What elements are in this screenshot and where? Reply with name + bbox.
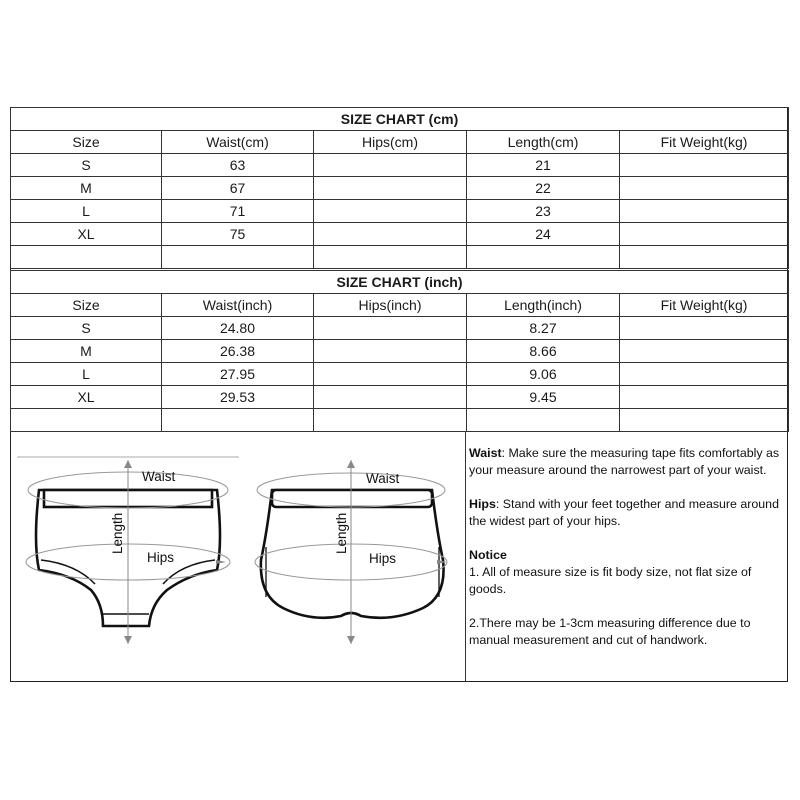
table-cell: L [11, 200, 162, 223]
table-cell [620, 200, 789, 223]
table-cell [620, 340, 789, 363]
table-row [11, 246, 789, 269]
table-row [11, 317, 789, 340]
table-cell [314, 317, 467, 340]
table-cell: 23 [467, 200, 620, 223]
column-header: Waist(cm) [162, 131, 314, 154]
brief-length-label: Length [110, 512, 125, 554]
table-header-row [11, 131, 789, 154]
table-cell [314, 200, 467, 223]
table-cell: XL [11, 386, 162, 409]
column-header: Size [11, 131, 162, 154]
table-cell: S [11, 317, 162, 340]
table-cell: 9.45 [467, 386, 620, 409]
table-cell: 21 [467, 154, 620, 177]
table-cell [314, 246, 467, 269]
table-cell [314, 177, 467, 200]
table-cell [620, 409, 789, 432]
table-cell [314, 154, 467, 177]
notice-title: Notice [469, 548, 507, 562]
brief-waist-label: Waist [142, 469, 176, 484]
table-cell: L [11, 363, 162, 386]
boyshort-diagram [255, 460, 447, 644]
table-row [11, 386, 789, 409]
table-cell [620, 246, 789, 269]
notice-item-1: 1. All of measure size is fit body size, not flat size of goods. [469, 565, 752, 596]
table-cell [314, 223, 467, 246]
table-cell [314, 409, 467, 432]
table-title-row [11, 108, 789, 131]
notice-item-2: 2.There may be 1-3cm measuring difference due to manual measurement and cut of handwork. [469, 616, 751, 647]
table-cell: 8.27 [467, 317, 620, 340]
waist-note [469, 445, 781, 479]
column-header: Hips(cm) [314, 131, 467, 154]
hips-note [469, 496, 781, 530]
table-row [11, 154, 789, 177]
brief-arrow-top [124, 460, 132, 468]
table-cell [11, 246, 162, 269]
table-cell: 67 [162, 177, 314, 200]
table-cell [467, 246, 620, 269]
table-cell [314, 363, 467, 386]
table-row [11, 200, 789, 223]
table-cell [620, 363, 789, 386]
table-cell [467, 409, 620, 432]
table-cell [162, 246, 314, 269]
table-cell: M [11, 177, 162, 200]
table-cell: 27.95 [162, 363, 314, 386]
hips-note-text: : Stand with your feet together and measure around the widest part of your hips. [469, 497, 779, 528]
table-cell [620, 154, 789, 177]
boyshort-hips-label: Hips [369, 551, 397, 566]
table-cell [620, 223, 789, 246]
table-row [11, 223, 789, 246]
column-header: Hips(inch) [314, 294, 467, 317]
table-cell: 8.66 [467, 340, 620, 363]
column-header: Waist(inch) [162, 294, 314, 317]
brief-arrow-bottom [124, 636, 132, 644]
waist-note-label: Waist [469, 446, 502, 460]
waist-note-text: : Make sure the measuring tape fits comfortably as your measure around the narrowest part of your waist. [469, 446, 780, 477]
table-cell: 22 [467, 177, 620, 200]
table-header-row [11, 294, 789, 317]
column-header: Length(inch) [467, 294, 620, 317]
table-cell: 24.80 [162, 317, 314, 340]
column-header: Fit Weight(kg) [620, 294, 789, 317]
measurement-diagram-panel [11, 432, 465, 681]
measurement-notes [469, 445, 781, 666]
table-cell: XL [11, 223, 162, 246]
table-row [11, 340, 789, 363]
table-cell: 24 [467, 223, 620, 246]
measurement-diagram [11, 432, 465, 681]
column-header: Length(cm) [467, 131, 620, 154]
size-chart-cm-table [10, 107, 789, 269]
table-cell: 26.38 [162, 340, 314, 363]
table-cell [620, 317, 789, 340]
table-title: SIZE CHART (inch) [11, 271, 789, 294]
boyshort-outline [261, 490, 444, 618]
column-header: Size [11, 294, 162, 317]
table-row [11, 177, 789, 200]
table-cell: 29.53 [162, 386, 314, 409]
table-title-row [11, 271, 789, 294]
hips-note-label: Hips [469, 497, 496, 511]
table-row [11, 363, 789, 386]
boyshort-waist-label: Waist [366, 471, 400, 486]
table-cell [314, 340, 467, 363]
table-cell [620, 386, 789, 409]
brief-hips-label: Hips [147, 550, 175, 565]
table-cell [11, 409, 162, 432]
table-cell: 63 [162, 154, 314, 177]
boyshort-waistband [272, 490, 432, 507]
table-cell [314, 386, 467, 409]
size-chart-inch-table [10, 270, 789, 432]
brief-arrow-hips [216, 560, 226, 564]
table-title: SIZE CHART (cm) [11, 108, 789, 131]
table-cell: 75 [162, 223, 314, 246]
table-row [11, 409, 789, 432]
panel-divider [465, 432, 466, 682]
table-cell [620, 177, 789, 200]
boyshort-arrow-top [347, 460, 355, 468]
boyshort-length-label: Length [334, 512, 349, 554]
column-header: Fit Weight(kg) [620, 131, 789, 154]
table-cell [162, 409, 314, 432]
table-cell: S [11, 154, 162, 177]
table-cell: 9.06 [467, 363, 620, 386]
table-cell: 71 [162, 200, 314, 223]
boyshort-arrow-bottom [347, 636, 355, 644]
table-cell: M [11, 340, 162, 363]
brief-diagram [26, 460, 230, 644]
